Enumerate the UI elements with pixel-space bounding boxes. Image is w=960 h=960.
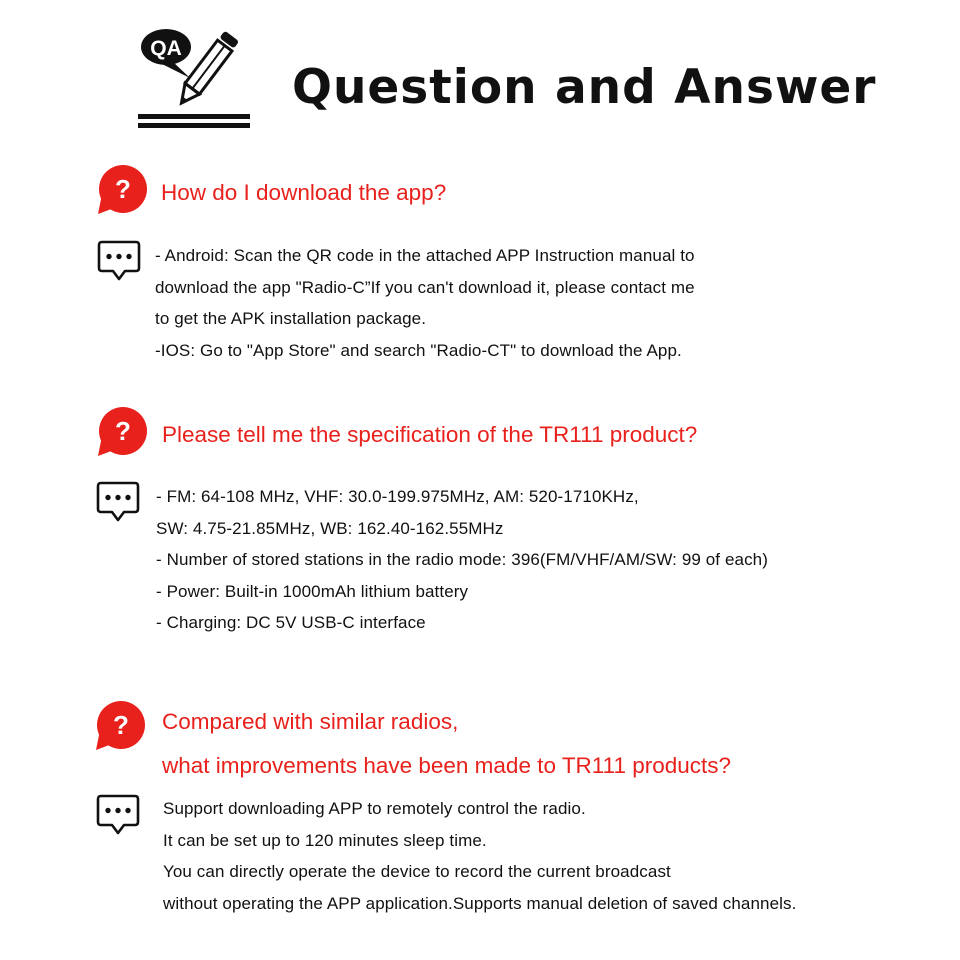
question-text (161, 171, 446, 215)
chat-bubble-icon (97, 240, 141, 282)
svg-text:?: ? (113, 710, 129, 740)
qa-pencil-icon (132, 28, 254, 134)
answer-line: to get the APK installation package. (155, 309, 427, 328)
answer-line: without operating the APP application.Supports manual deletion of saved channels. (163, 893, 797, 913)
page-title: Question and Answer (292, 60, 877, 115)
answer-line: - FM: 64-108 MHz, VHF: 30.0-199.975MHz, AM: 520-1710KHz, (156, 487, 639, 506)
answer-line: - Android: Scan the QR code in the attached APP Instruction manual to (155, 246, 695, 265)
answer-line: download the app "Radio-C”If you can't download it, please contact me (155, 277, 695, 297)
answer-text (155, 240, 695, 366)
answer-line: It can be set up to 120 minutes sleep time. (163, 830, 487, 850)
answer-line: SW: 4.75-21.85MHz, WB: 162.40-162.55MHz (156, 518, 504, 538)
svg-text:?: ? (115, 416, 131, 446)
answer-line: - Charging: DC 5V USB-C interface (156, 613, 426, 632)
answer-line: Support downloading APP to remotely control the radio. (163, 799, 586, 818)
question-line: Please tell me the specification of the TR111 product? (162, 422, 698, 447)
svg-text:?: ? (115, 174, 131, 204)
chat-bubble-icon (96, 794, 140, 836)
question-line: what improvements have been made to TR111 products? (162, 753, 732, 778)
logo-text: QA (150, 37, 182, 60)
question-line: How do I download the app? (161, 180, 447, 205)
question-bubble-icon (96, 164, 148, 216)
answer-text (156, 481, 768, 639)
answer-line: - Number of stored stations in the radio mode: 396(FM/VHF/AM/SW: 99 of each) (156, 550, 768, 569)
question-bubble-icon (94, 700, 146, 752)
question-text (162, 413, 697, 457)
chat-bubble-icon (96, 481, 140, 523)
question-line: Compared with similar radios, (162, 709, 459, 734)
question-text (162, 700, 731, 788)
answer-line: You can directly operate the device to record the current broadcast (163, 862, 671, 881)
answer-text (163, 793, 796, 919)
question-bubble-icon (96, 406, 148, 458)
page-header (0, 0, 960, 150)
answer-line: -IOS: Go to "App Store" and search "Radio-CT" to download the App. (155, 340, 682, 360)
answer-line: - Power: Built-in 1000mAh lithium battery (156, 581, 469, 601)
